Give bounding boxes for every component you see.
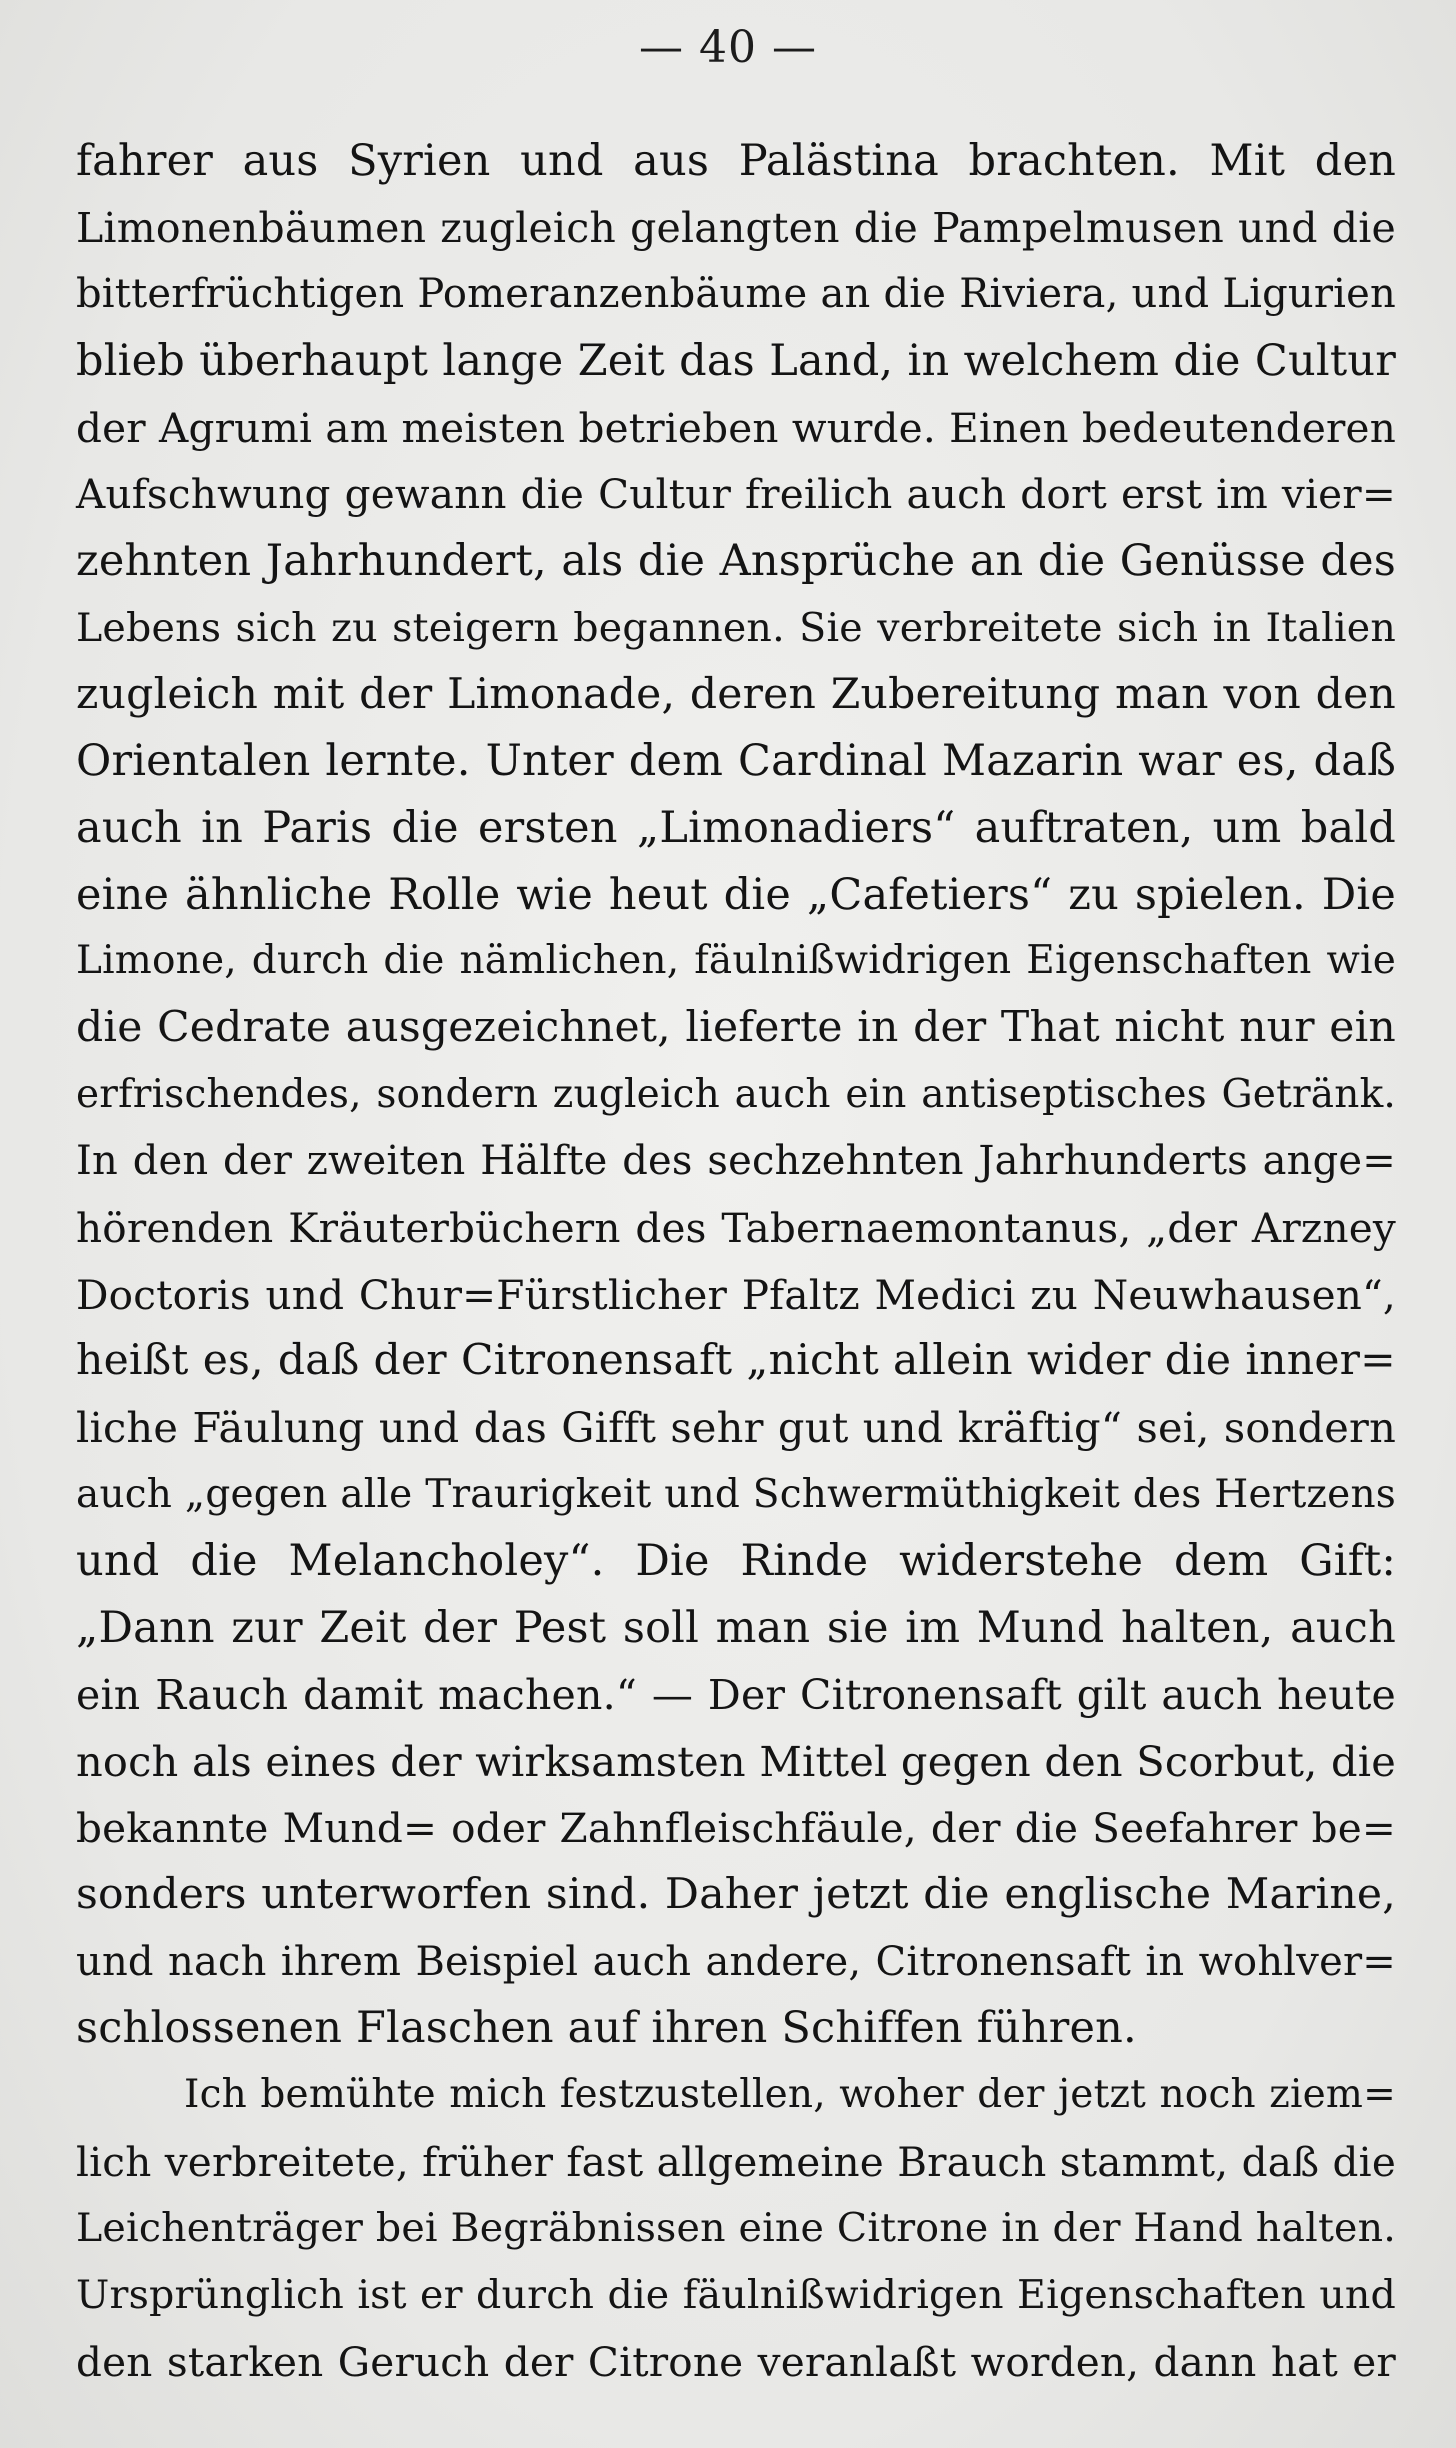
page-number: — 40 — xyxy=(639,22,817,73)
text-line: auch in Paris die ersten „Limonadiers“ auftraten, um bald xyxy=(76,802,1396,853)
text-line: noch als eines der wirksamsten Mittel gegen den Scorbut, die xyxy=(76,1736,1396,1786)
paragraph-1 xyxy=(76,128,1396,2062)
paragraph-2 xyxy=(76,2062,1396,2395)
text-line: liche Fäulung und das Gifft sehr gut und kräftig“ sei, sondern xyxy=(76,1403,1396,1453)
text-line: Orientalen lernte. Unter dem Cardinal Mazarin war es, daß xyxy=(76,736,1396,787)
text-line: „Dann zur Zeit der Pest soll man sie im Mund halten, auch xyxy=(76,1603,1396,1654)
text-line: erfrischendes, sondern zugleich auch ein antiseptisches Getränk. xyxy=(76,1071,1396,1117)
text-line: fahrer aus Syrien und aus Palästina brachten. Mit den xyxy=(76,136,1396,186)
body-text xyxy=(76,128,1396,2395)
text-line: bekannte Mund= oder Zahnfleischfäule, der die Seefahrer be= xyxy=(76,1804,1396,1853)
text-line: lich verbreitete, früher fast allgemeine Brauch stammt, daß die xyxy=(76,2137,1396,2186)
text-line: der Agrumi am meisten betrieben wurde. Einen bedeutenderen xyxy=(76,403,1396,452)
text-line: In den der zweiten Hälfte des sechzehnten Jahrhunderts ange= xyxy=(76,1138,1396,1185)
text-line: Doctoris und Chur=Fürstlicher Pfaltz Medici zu Neuwhausen“, xyxy=(76,1270,1396,1319)
text-line: eine ähnliche Rolle wie heut die „Cafetiers“ zu spielen. Die xyxy=(76,869,1396,920)
text-line: bitterfrüchtigen Pomeranzenbäume an die Riviera, und Ligurien xyxy=(76,271,1396,318)
text-line: auch „gegen alle Traurigkeit und Schwermüthigkeit des Hertzens xyxy=(76,1471,1396,1517)
text-line: Ich bemühte mich festzustellen, woher der jetzt noch ziem= xyxy=(184,2071,1396,2117)
text-line: Limone, durch die nämlichen, fäulnißwidrigen Eigenschaften wie xyxy=(76,938,1396,984)
text-line: die Cedrate ausgezeichnet, lieferte in der That nicht nur ein xyxy=(76,1002,1396,1052)
text-line: hörenden Kräuterbüchern des Tabernaemontanus, „der Arzney xyxy=(76,1204,1396,1252)
text-line: Ursprünglich ist er durch die fäulnißwidrigen Eigenschaften und xyxy=(76,2272,1396,2318)
text-line: zehnten Jahrhundert, als die Ansprüche an die Genüsse des xyxy=(76,536,1396,587)
text-line: heißt es, daß der Citronensaft „nicht allein wider die inner= xyxy=(76,1336,1396,1386)
text-line: Leichenträger bei Begräbnissen eine Citrone in der Hand halten. xyxy=(76,2205,1396,2252)
text-line: sonders unterworfen sind. Daher jetzt die englische Marine, xyxy=(76,1869,1396,1919)
text-line: zugleich mit der Limonade, deren Zubereitung man von den xyxy=(76,669,1396,719)
text-line: Limonenbäumen zugleich gelangten die Pampelmusen und die xyxy=(76,203,1396,252)
text-line: den starken Geruch der Citrone veranlaßt worden, dann hat er xyxy=(76,2337,1396,2386)
text-line: Aufschwung gewann die Cultur freilich auch dort erst im vier= xyxy=(76,470,1396,519)
text-line: Lebens sich zu steigern begannen. Sie verbreitete sich in Italien xyxy=(76,604,1396,651)
text-line: schlossenen Flaschen auf ihren Schiffen führen. xyxy=(76,2003,1137,2054)
text-line: und die Melancholey“. Die Rinde widerstehe dem Gift: xyxy=(76,1536,1396,1587)
text-line: und nach ihrem Beispiel auch andere, Citronensaft in wohlver= xyxy=(76,1938,1396,1985)
text-line: blieb überhaupt lange Zeit das Land, in welchem die Cultur xyxy=(76,336,1396,387)
text-line: ein Rauch damit machen.“ — Der Citronensaft gilt auch heute xyxy=(76,1670,1396,1719)
